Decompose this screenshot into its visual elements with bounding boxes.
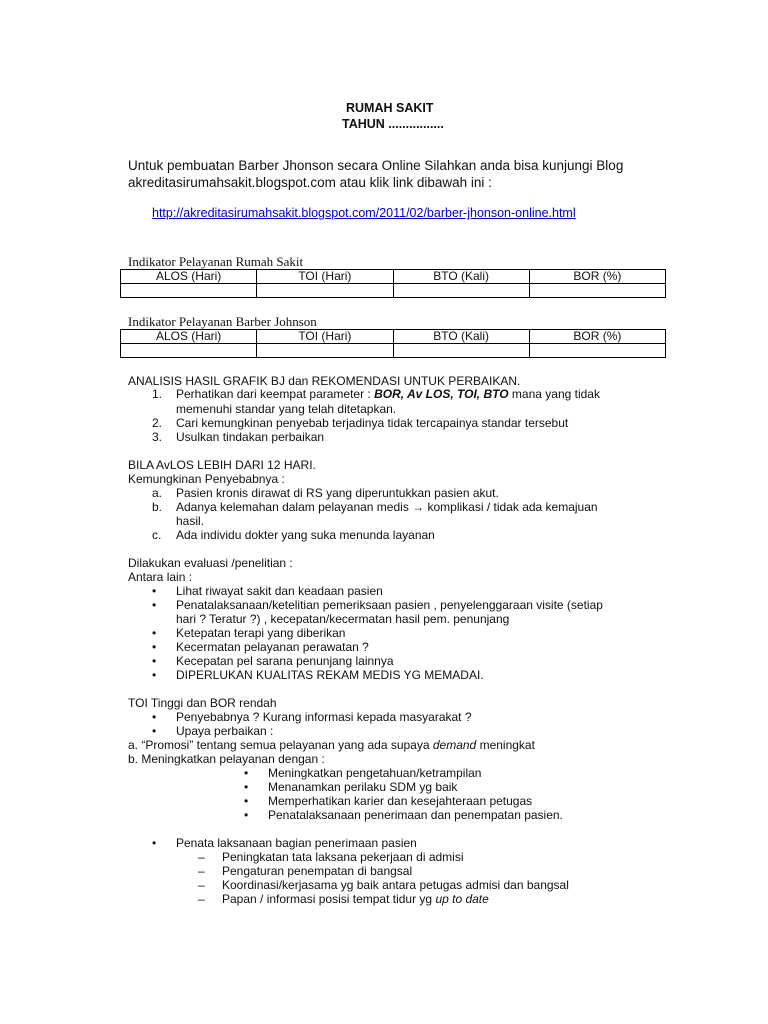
toi-heading: TOI Tinggi dan BOR rendah <box>128 696 277 710</box>
list-item: Usulkan tindakan perbaikan <box>176 430 325 444</box>
list-letter: c. <box>152 528 162 542</box>
sub-list-item: Pengaturan penempatan di bangsal <box>222 864 413 878</box>
sub-list-item: Koordinasi/kerjasama yg baik antara petugas admisi dan bangsal <box>222 878 569 892</box>
list-letter: a. <box>152 486 163 500</box>
item-text: Adanya kelemahan dalam pelayanan medis <box>176 500 413 514</box>
table-header-row <box>121 330 666 344</box>
sub-list-item: Memperhatikan karier dan kesejahteraan petugas <box>268 794 533 808</box>
header-cell: ALOS (Hari) <box>121 270 257 284</box>
indicator-table-bj <box>120 329 666 358</box>
header-cell: TOI (Hari) <box>257 330 393 344</box>
list-item: Lihat riwayat sakit dan keadaan pasien <box>176 584 383 598</box>
header-cell: TOI (Hari) <box>257 270 393 284</box>
list-item <box>176 387 600 401</box>
list-item: Pasien kronis dirawat di RS yang diperuntukkan pasien akut. <box>176 486 499 500</box>
item-text: Perhatikan dari keempat parameter : <box>176 387 375 401</box>
dash-icon: – <box>198 892 205 906</box>
list-number: 2. <box>152 416 163 430</box>
bullet-icon: • <box>152 836 157 850</box>
bullet-icon: • <box>152 626 157 640</box>
bullet-icon: • <box>152 710 157 724</box>
sub-list-item: Meningkatkan pengetahuan/ketrampilan <box>268 766 482 780</box>
table1-caption: Indikator Pelayanan Rumah Sakit <box>128 254 304 269</box>
item-text: Papan / informasi posisi tempat tidur yg <box>222 892 436 906</box>
list-item-continued: hasil. <box>176 514 205 528</box>
header-cell: BOR (%) <box>529 270 665 284</box>
list-number: 3. <box>152 430 163 444</box>
list-item-continued: hari ? Teratur ?) , kecepatan/kecermatan hasil pem. penunjang <box>176 612 510 626</box>
bullet-icon: • <box>152 668 157 682</box>
document-year: TAHUN ................ <box>342 117 444 131</box>
blog-link[interactable]: http://akreditasirumahsakit.blogspot.com/2011/02/barber-jhonson-online.html <box>152 206 576 220</box>
item-text: komplikasi / tidak ada kemajuan <box>424 500 598 514</box>
list-item: Kecermatan pelayanan perawatan ? <box>176 640 369 654</box>
bullet-icon: • <box>244 766 249 780</box>
list-item: Kecepatan pel sarana penunjang lainnya <box>176 654 394 668</box>
list-item: Ada individu dokter yang suka menunda layanan <box>176 528 435 542</box>
item-text: a. “Promosi” tentang semua pelayanan yang ada supaya <box>128 738 433 752</box>
bullet-icon: • <box>244 808 249 822</box>
list-item: Penatalaksanaan/ketelitian pemeriksaan pasien , penyelenggaraan visite (setiap <box>176 598 603 612</box>
sub-list-item: Penatalaksanaan penerimaan dan penempatan pasien. <box>268 808 563 822</box>
header-cell: BTO (Kali) <box>393 330 529 344</box>
bullet-icon: • <box>152 654 157 668</box>
intro-line-2: akreditasirumahsakit.blogspot.com atau klik link dibawah ini : <box>128 175 492 190</box>
bullet-icon: • <box>244 780 249 794</box>
table2-caption: Indikator Pelayanan Barber Johnson <box>128 314 317 329</box>
evaluasi-heading: Dilakukan evaluasi /penelitian : <box>128 556 293 570</box>
empty-cell[interactable] <box>257 344 393 358</box>
empty-cell[interactable] <box>393 284 529 298</box>
sub-list-item: Peningkatan tata laksana pekerjaan di admisi <box>222 850 464 864</box>
list-item: Ketepatan terapi yang diberikan <box>176 626 346 640</box>
empty-cell[interactable] <box>529 344 665 358</box>
sub-list-item: Menanamkan perilaku SDM yg baik <box>268 780 458 794</box>
bullet-icon: • <box>244 794 249 808</box>
bullet-icon: • <box>152 598 157 612</box>
table-row <box>121 344 666 358</box>
table-header-row <box>121 270 666 284</box>
item-emphasis: up to date <box>435 892 489 906</box>
list-item <box>176 500 598 514</box>
empty-cell[interactable] <box>121 344 257 358</box>
header-cell: BOR (%) <box>529 330 665 344</box>
toi-line-b: b. Meningkatkan pelayanan dengan : <box>128 752 325 766</box>
empty-cell[interactable] <box>121 284 257 298</box>
empty-cell[interactable] <box>393 344 529 358</box>
item-text: mana yang tidak <box>508 387 600 401</box>
bullet-icon: • <box>152 584 157 598</box>
list-item: Penyebabnya ? Kurang informasi kepada masyarakat ? <box>176 710 472 724</box>
table-row <box>121 284 666 298</box>
avlos-sub: Kemungkinan Penyebabnya : <box>128 472 285 486</box>
bullet-icon: • <box>152 724 157 738</box>
dash-icon: – <box>198 864 205 878</box>
list-item: Cari kemungkinan penyebab terjadinya tidak tercapainya standar tersebut <box>176 416 569 430</box>
list-item: DIPERLUKAN KUALITAS REKAM MEDIS YG MEMADAI. <box>176 668 484 682</box>
indicator-table-rs <box>120 269 666 298</box>
sub-list-item <box>222 892 489 906</box>
header-cell: ALOS (Hari) <box>121 330 257 344</box>
list-item: Penata laksanaan bagian penerimaan pasien <box>176 836 417 850</box>
item-emphasis: demand <box>432 738 477 752</box>
avlos-heading: BILA AvLOS LEBIH DARI 12 HARI. <box>128 458 316 472</box>
list-item: Upaya perbaikan : <box>176 724 274 738</box>
document-title: RUMAH SAKIT <box>346 101 434 115</box>
evaluasi-sub: Antara lain : <box>128 570 193 584</box>
bullet-icon: • <box>152 640 157 654</box>
item-bold: BOR, Av LOS, TOI, BTO <box>374 387 509 401</box>
list-number: 1. <box>152 387 163 401</box>
arrow-icon: → <box>412 500 425 514</box>
empty-cell[interactable] <box>257 284 393 298</box>
list-letter: b. <box>152 500 163 514</box>
analysis-heading: ANALISIS HASIL GRAFIK BJ dan REKOMENDASI UNTUK PERBAIKAN. <box>128 374 521 388</box>
header-cell: BTO (Kali) <box>393 270 529 284</box>
dash-icon: – <box>198 850 205 864</box>
item-text: meningkat <box>476 738 535 752</box>
intro-line-1: Untuk pembuatan Barber Jhonson secara Online Silahkan anda bisa kunjungi Blog <box>128 158 624 173</box>
empty-cell[interactable] <box>529 284 665 298</box>
toi-line-a <box>128 738 535 752</box>
list-item-continued: memenuhi standar yang telah ditetapkan. <box>176 402 397 416</box>
dash-icon: – <box>198 878 205 892</box>
